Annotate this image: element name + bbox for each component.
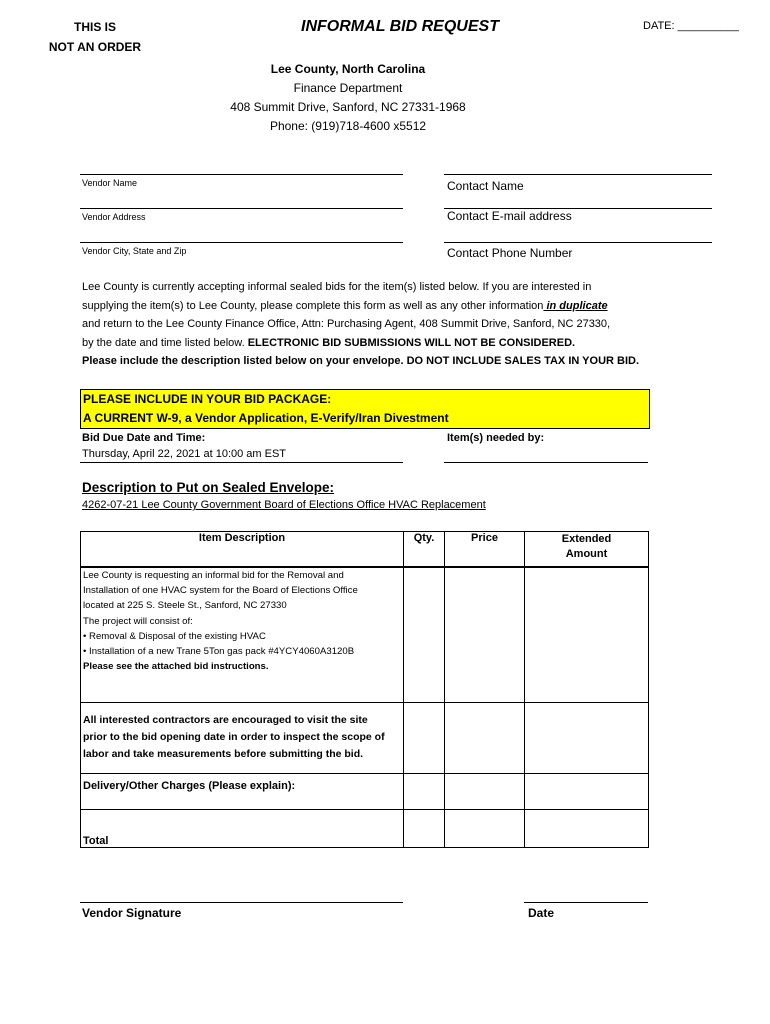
price-cell[interactable] [445,702,525,773]
vendor-address-line[interactable] [80,208,403,209]
site-visit-cell: All interested contractors are encouraged to visit the site prior to the bid opening date in order to inspect the scope of labor and take measurements before submitting the bid. [81,702,404,773]
extended-amount-cell[interactable] [525,702,649,773]
vendor-address-label: Vendor Address [82,212,146,222]
envelope-label: Description to Put on Sealed Envelope: [82,480,335,495]
vendor-signature-label: Vendor Signature [82,906,182,920]
date-label: DATE: [643,20,675,32]
col-qty: Qty. [404,532,445,568]
vendor-name-label: Vendor Name [82,178,138,188]
extended-amount-cell[interactable] [525,773,649,809]
price-cell[interactable] [445,773,525,809]
table-row [81,773,649,809]
extended-amount-cell[interactable] [525,567,649,702]
vendor-signature-line[interactable] [80,902,403,903]
price-cell[interactable] [445,809,525,847]
col-price: Price [445,532,525,568]
date-field[interactable] [643,20,739,32]
bid-package-line-2: A CURRENT W-9, a Vendor Application, E-Verify/Iran Divestment [83,411,449,425]
not-an-order-notice [40,17,150,57]
signature-date-line[interactable] [524,902,648,903]
intro-line-2: supplying the item(s) to Lee County, please complete this form as well as any other information in duplicate [82,299,608,312]
intro-line-5: Please include the description listed below on your envelope. DO NOT INCLUDE SALES TAX IN YOUR BID. [82,355,640,367]
agency-department: Finance Department [293,81,403,95]
table-header-row [81,532,649,568]
attached-instructions-note: Please see the attached bid instructions. [83,661,269,673]
agency-address: 408 Summit Drive, Sanford, NC 27331-1968 [230,100,466,114]
page-title: INFORMAL BID REQUEST [301,18,499,35]
contact-name-label: Contact Name [447,179,524,193]
col-item-description: Item Description [81,532,404,568]
vendor-name-line[interactable] [80,174,403,175]
vendor-city-label: Vendor City, State and Zip [82,246,187,256]
price-cell[interactable] [445,567,525,702]
table-row [81,702,649,773]
vendor-city-line[interactable] [80,242,403,243]
bid-due-label: Bid Due Date and Time: [82,432,206,444]
in-duplicate-emphasis: in duplicate [543,299,608,312]
intro-line-3: and return to the Lee County Finance Office, Attn: Purchasing Agent, 408 Summit Drive, Sanford, NC 27330, [82,318,611,330]
total-cell: Total [81,809,404,847]
qty-cell[interactable] [404,567,445,702]
agency-name: Lee County, North Carolina [270,62,426,76]
col-extended-amount: Extended Amount [525,532,649,568]
qty-cell[interactable] [404,773,445,809]
contact-email-label: Contact E-mail address [447,209,572,223]
item-description-cell: Lee County is requesting an informal bid for the Removal and Installation of one HVAC system for the Board of Elections Office located at 225 S. Steele St., Sanford, NC 27330 The project will consist of: • Removal & Disposal of the existing HVAC • Installation of a new Trane 5Ton gas pack #4YCY4060A3120B Please see the attached bid instructions. [81,567,404,702]
intro-paragraph [82,278,722,371]
contact-name-line[interactable] [444,174,712,175]
items-table [80,531,649,848]
electronic-warning: ELECTRONIC BID SUBMISSIONS WILL NOT BE CONSIDERED. [247,336,576,349]
table-row [81,567,649,702]
date-value: __________ [677,20,739,32]
contact-phone-label: Contact Phone Number [447,246,573,260]
intro-line-4: by the date and time listed below. ELECTRONIC BID SUBMISSIONS WILL NOT BE CONSIDERED. [82,336,576,349]
agency-block [198,60,498,136]
bid-due-value: Thursday, April 22, 2021 at 10:00 am EST [82,448,287,460]
table-row [81,809,649,847]
bid-package-line-1: PLEASE INCLUDE IN YOUR BID PACKAGE: [83,392,332,406]
envelope-description: 4262-07-21 Lee County Government Board of Elections Office HVAC Replacement [82,499,486,511]
signature-date-label: Date [528,906,555,920]
qty-cell[interactable] [404,702,445,773]
extended-amount-cell[interactable] [525,809,649,847]
delivery-charges-cell: Delivery/Other Charges (Please explain): [81,773,404,809]
qty-cell[interactable] [404,809,445,847]
not-order-line-2: NOT AN ORDER [48,40,142,54]
intro-line-1: Lee County is currently accepting informal sealed bids for the item(s) listed below. If you are interested in [82,281,592,293]
contact-phone-line[interactable] [444,242,712,243]
not-order-line-1: THIS IS [73,20,116,34]
items-needed-label: Item(s) needed by: [447,432,545,444]
agency-phone: Phone: (919)718-4600 x5512 [269,119,427,133]
items-needed-line[interactable] [444,462,648,463]
bid-package-notice [80,389,650,429]
bid-due-line [80,462,403,463]
